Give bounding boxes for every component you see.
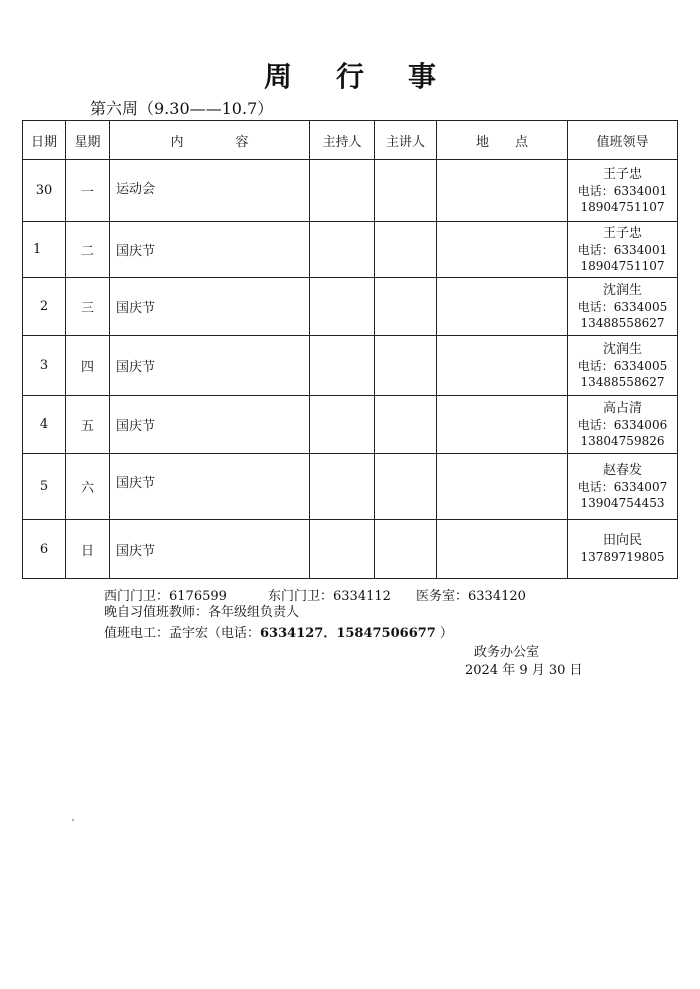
cell-weekday: 三 bbox=[66, 278, 110, 336]
cell-speaker bbox=[375, 160, 437, 222]
leader-name: 赵春发 bbox=[602, 462, 642, 478]
cell-leader bbox=[568, 278, 678, 336]
cell-location bbox=[437, 336, 568, 396]
cell-weekday: 一 bbox=[66, 160, 110, 222]
table-row bbox=[23, 222, 678, 278]
cell-location bbox=[437, 520, 568, 579]
cell-content: 国庆节 bbox=[110, 278, 310, 336]
table-row bbox=[23, 336, 678, 396]
header-speaker: 主讲人 bbox=[375, 121, 437, 160]
leader-mobile: 18904751107 bbox=[580, 199, 665, 214]
east-gate-phone: 东门门卫：6334112 bbox=[268, 589, 391, 604]
cell-host bbox=[310, 520, 375, 579]
cell-host bbox=[310, 278, 375, 336]
issuing-office: 政务办公室 bbox=[474, 645, 540, 660]
cell-host bbox=[310, 160, 375, 222]
header-weekday: 星期 bbox=[66, 121, 110, 160]
header-host: 主持人 bbox=[310, 121, 375, 160]
west-gate-phone: 西门门卫：6176599 bbox=[104, 589, 227, 604]
content-text: 国庆节 bbox=[116, 476, 156, 491]
leader-mobile: 13904754453 bbox=[580, 495, 665, 510]
cell-leader bbox=[568, 520, 678, 579]
cell-leader bbox=[568, 222, 678, 278]
leader-mobile: 13804759826 bbox=[580, 433, 665, 448]
cell-location bbox=[437, 160, 568, 222]
cell-date: 5 bbox=[23, 454, 66, 520]
cell-leader bbox=[568, 160, 678, 222]
leader-phone: 电话：6334001 bbox=[577, 242, 668, 257]
content-text: 运动会 bbox=[116, 182, 156, 197]
issue-date: 2024 年 9 月 30 日 bbox=[465, 663, 583, 678]
page-title: 周行事 bbox=[263, 60, 480, 93]
scan-speck bbox=[72, 819, 74, 821]
cell-content: 国庆节 bbox=[110, 336, 310, 396]
cell-content bbox=[110, 160, 310, 222]
cell-content: 国庆节 bbox=[110, 520, 310, 579]
leader-phone: 电话：6334005 bbox=[577, 358, 668, 373]
cell-date: 1 bbox=[23, 222, 66, 278]
cell-speaker bbox=[375, 396, 437, 454]
cell-date: 4 bbox=[23, 396, 66, 454]
cell-date: 3 bbox=[23, 336, 66, 396]
cell-location bbox=[437, 278, 568, 336]
clinic-phone: 医务室：6334120 bbox=[416, 589, 526, 604]
table-row bbox=[23, 454, 678, 520]
electrician-label: 值班电工：孟宇宏（电话： bbox=[104, 626, 261, 641]
cell-host bbox=[310, 336, 375, 396]
week-subtitle: 第六周（9.30——10.7） bbox=[90, 99, 274, 118]
cell-speaker bbox=[375, 222, 437, 278]
electrician-duty bbox=[104, 622, 453, 641]
electrician-close: ） bbox=[439, 626, 453, 641]
header-leader: 值班领导 bbox=[568, 121, 678, 160]
cell-location bbox=[437, 396, 568, 454]
leader-mobile: 13488558627 bbox=[580, 374, 665, 389]
leader-name: 田向民 bbox=[602, 533, 642, 548]
cell-location bbox=[437, 454, 568, 520]
cell-speaker bbox=[375, 520, 437, 579]
cell-date: 30 bbox=[23, 160, 66, 222]
electrician-phones: 6334127．15847506677 bbox=[260, 626, 436, 641]
leader-mobile: 18904751107 bbox=[580, 258, 665, 273]
cell-weekday: 六 bbox=[66, 454, 110, 520]
leader-name: 沈润生 bbox=[602, 282, 642, 298]
leader-mobile: 13488558627 bbox=[580, 315, 665, 330]
cell-host bbox=[310, 396, 375, 454]
header-location: 地 点 bbox=[437, 121, 568, 160]
leader-phone: 电话：6334005 bbox=[577, 299, 668, 314]
cell-weekday: 五 bbox=[66, 396, 110, 454]
leader-name: 高占清 bbox=[602, 400, 642, 416]
table-row bbox=[23, 520, 678, 579]
table-row bbox=[23, 160, 678, 222]
cell-leader bbox=[568, 336, 678, 396]
cell-content: 国庆节 bbox=[110, 222, 310, 278]
leader-phone: 电话：6334006 bbox=[577, 417, 668, 432]
cell-speaker bbox=[375, 278, 437, 336]
cell-content bbox=[110, 454, 310, 520]
evening-duty: 晚自习值班教师：各年级组负责人 bbox=[104, 605, 300, 620]
cell-location bbox=[437, 222, 568, 278]
leader-name: 沈润生 bbox=[602, 341, 642, 357]
table-row bbox=[23, 278, 678, 336]
cell-content: 国庆节 bbox=[110, 396, 310, 454]
cell-date: 6 bbox=[23, 520, 66, 579]
cell-host bbox=[310, 222, 375, 278]
header-date: 日期 bbox=[23, 121, 66, 160]
leader-phone: 电话：6334001 bbox=[577, 183, 668, 198]
cell-weekday: 二 bbox=[66, 222, 110, 278]
cell-date: 2 bbox=[23, 278, 66, 336]
leader-mobile: 13789719805 bbox=[580, 550, 665, 564]
cell-speaker bbox=[375, 454, 437, 520]
schedule-table bbox=[22, 120, 678, 579]
table-row bbox=[23, 396, 678, 454]
header-row bbox=[23, 121, 678, 160]
leader-name: 王子忠 bbox=[602, 225, 642, 241]
cell-leader bbox=[568, 454, 678, 520]
header-content: 内 容 bbox=[110, 121, 310, 160]
leader-name: 王子忠 bbox=[602, 166, 642, 182]
leader-phone: 电话：6334007 bbox=[577, 479, 668, 494]
cell-leader bbox=[568, 396, 678, 454]
cell-host bbox=[310, 454, 375, 520]
cell-weekday: 四 bbox=[66, 336, 110, 396]
cell-speaker bbox=[375, 336, 437, 396]
cell-weekday: 日 bbox=[66, 520, 110, 579]
